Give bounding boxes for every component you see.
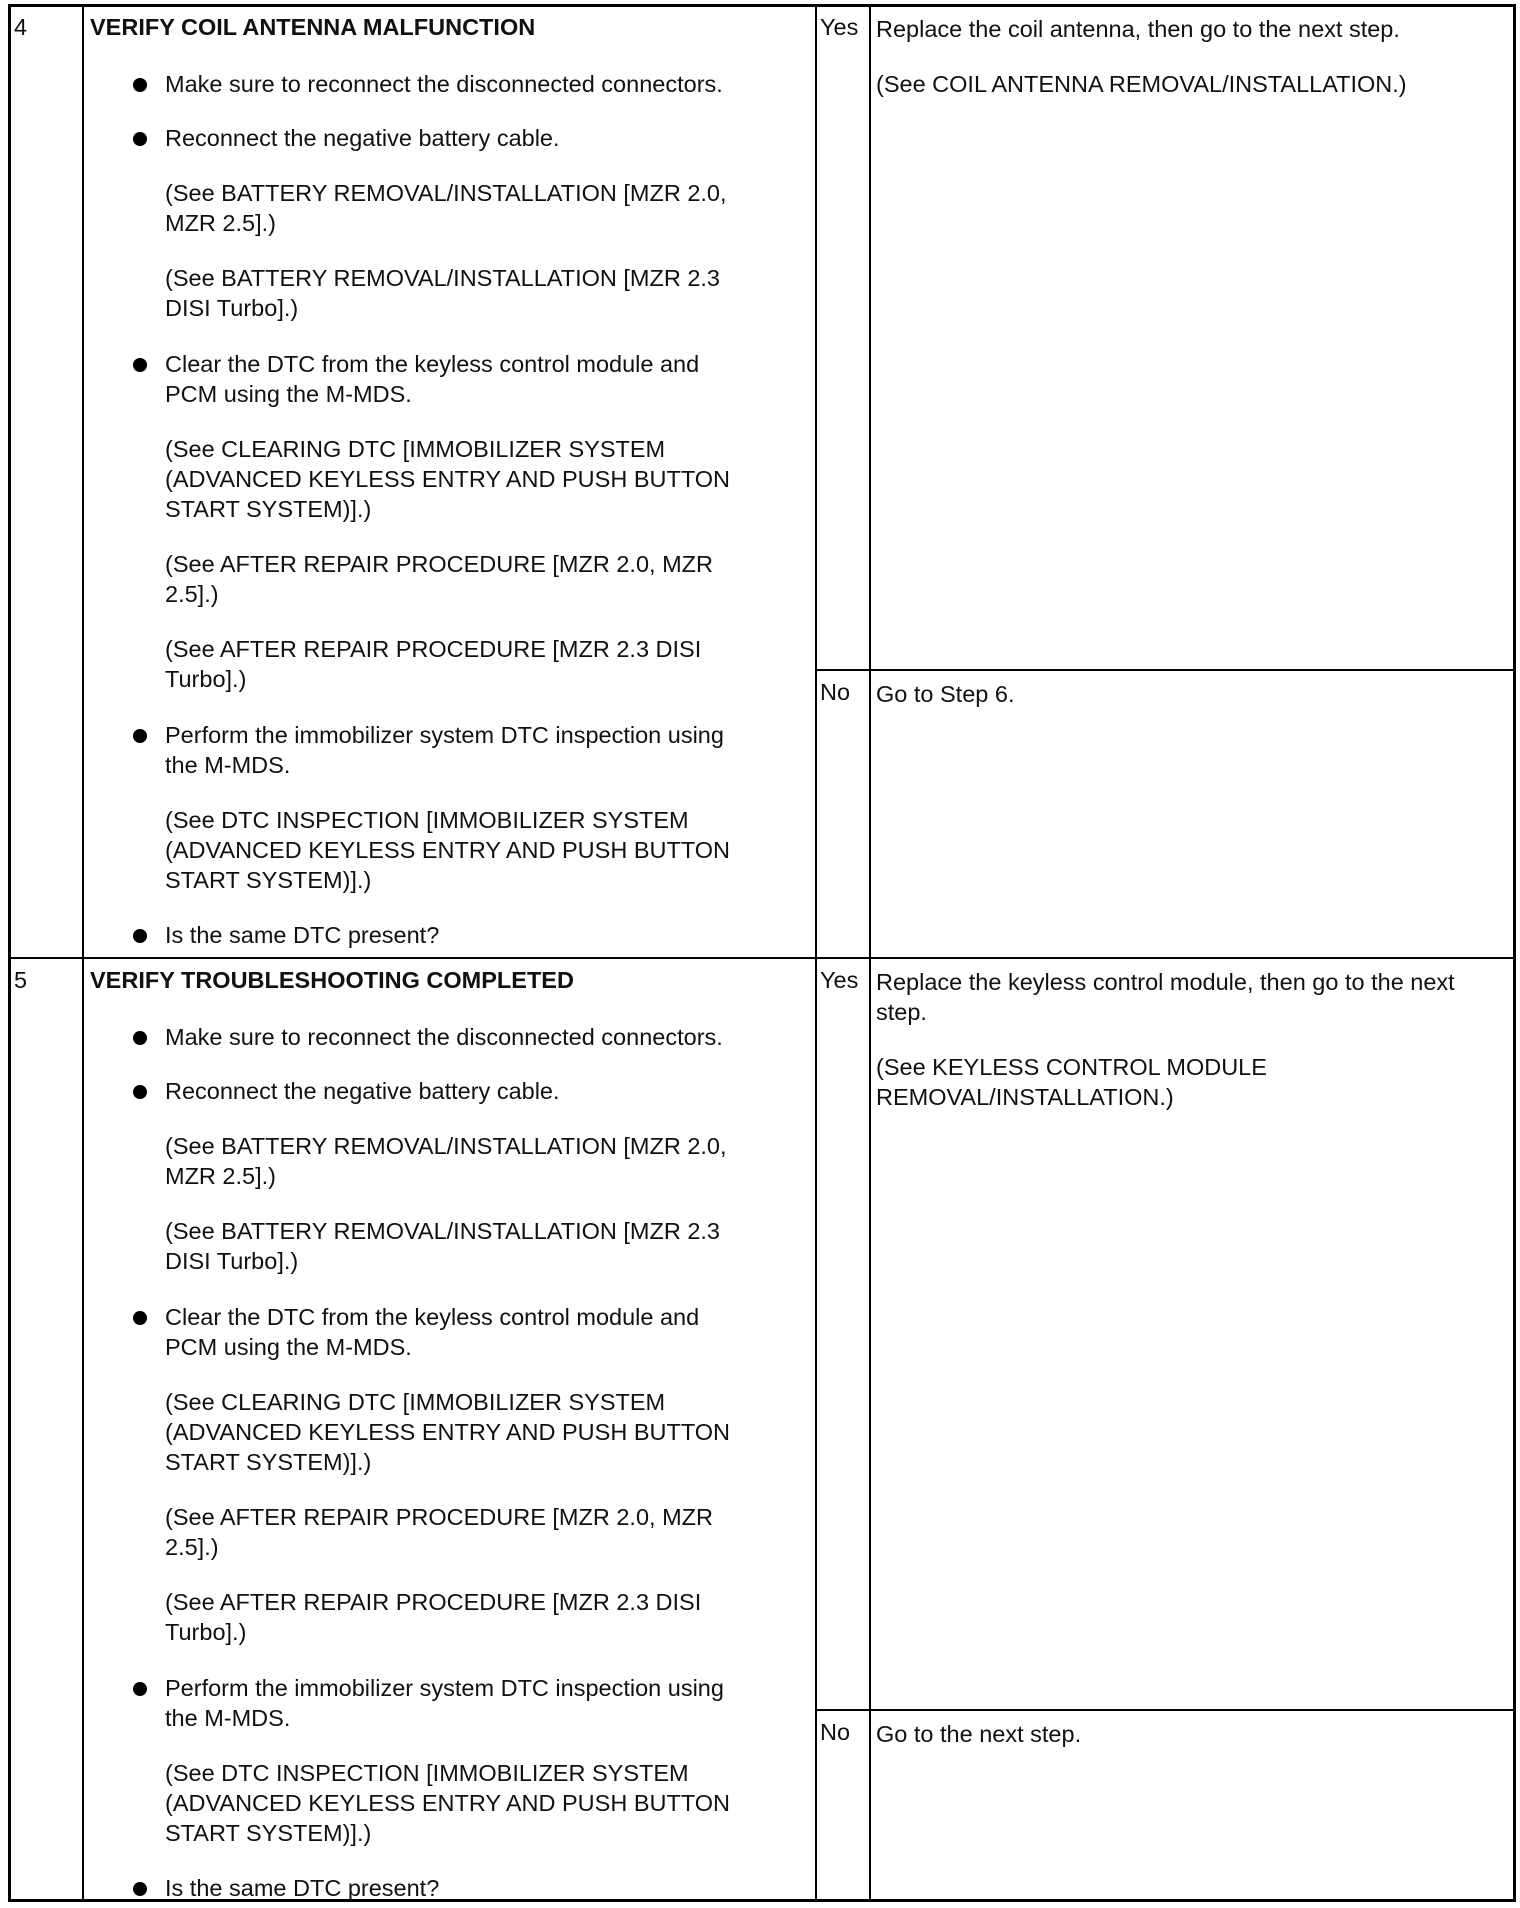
step-item: (See AFTER REPAIR PROCEDURE [MZR 2.0, MZR: [165, 551, 713, 577]
yes-action-ref: REMOVAL/INSTALLATION.): [876, 1084, 1174, 1110]
step-item: Turbo].): [165, 666, 247, 692]
step-item: Clear the DTC from the keyless control module and: [165, 351, 700, 377]
row-divider-step5: [8, 957, 1516, 959]
bullet-icon: [133, 729, 147, 743]
step-item: (See DTC INSPECTION [IMMOBILIZER SYSTEM: [165, 1760, 689, 1786]
step-item: (See DTC INSPECTION [IMMOBILIZER SYSTEM: [165, 807, 689, 833]
step-item: Reconnect the negative battery cable.: [165, 1078, 560, 1104]
step-title: VERIFY TROUBLESHOOTING COMPLETED: [90, 967, 574, 993]
step-item: the M-MDS.: [165, 752, 291, 778]
bullet-icon: [133, 78, 147, 92]
step-item: (See BATTERY REMOVAL/INSTALLATION [MZR 2.3: [165, 1218, 721, 1244]
yes-action-ref: (See KEYLESS CONTROL MODULE: [876, 1054, 1267, 1080]
step-item: (See CLEARING DTC [IMMOBILIZER SYSTEM: [165, 1389, 666, 1415]
step-item: (See CLEARING DTC [IMMOBILIZER SYSTEM: [165, 436, 666, 462]
bullet-icon: [133, 1882, 147, 1896]
bullet-icon: [133, 1682, 147, 1696]
step-item: (See AFTER REPAIR PROCEDURE [MZR 2.3 DISI: [165, 636, 702, 662]
step-item: Is the same DTC present?: [165, 1875, 440, 1901]
step-item: START SYSTEM)].): [165, 1449, 372, 1475]
step-item: Reconnect the negative battery cable.: [165, 125, 560, 151]
step-item: START SYSTEM)].): [165, 867, 372, 893]
bullet-icon: [133, 358, 147, 372]
step-item: Perform the immobilizer system DTC inspection using: [165, 1675, 724, 1701]
yes-action: Replace the keyless control module, then go to the next: [876, 969, 1455, 995]
step-item: DISI Turbo].): [165, 1248, 299, 1274]
yes-action-ref: (See COIL ANTENNA REMOVAL/INSTALLATION.): [876, 71, 1407, 97]
no-action: Go to Step 6.: [876, 681, 1015, 707]
step-item: (ADVANCED KEYLESS ENTRY AND PUSH BUTTON: [165, 1790, 731, 1816]
step-item: Clear the DTC from the keyless control module and: [165, 1304, 700, 1330]
step-title: VERIFY COIL ANTENNA MALFUNCTION: [90, 14, 536, 40]
step-number: 4: [14, 14, 28, 40]
step-item: (See BATTERY REMOVAL/INSTALLATION [MZR 2.0,: [165, 1133, 727, 1159]
no-label: No: [820, 679, 851, 705]
step-item: MZR 2.5].): [165, 1163, 276, 1189]
step-item: (See AFTER REPAIR PROCEDURE [MZR 2.3 DISI: [165, 1589, 702, 1615]
step-item: Make sure to reconnect the disconnected connectors.: [165, 1024, 723, 1050]
column-divider-step: [82, 4, 84, 1902]
step-item: the M-MDS.: [165, 1705, 291, 1731]
no-label: No: [820, 1719, 851, 1745]
step-item: Turbo].): [165, 1619, 247, 1645]
no-action: Go to the next step.: [876, 1721, 1082, 1747]
step-item: (See BATTERY REMOVAL/INSTALLATION [MZR 2.0,: [165, 180, 727, 206]
step-item: PCM using the M-MDS.: [165, 1334, 412, 1360]
step-item: MZR 2.5].): [165, 210, 276, 236]
step-item: 2.5].): [165, 1534, 219, 1560]
step-number: 5: [14, 967, 28, 993]
step-item: (ADVANCED KEYLESS ENTRY AND PUSH BUTTON: [165, 837, 731, 863]
row-divider-step4-yes-no: [815, 669, 1516, 671]
yes-label: Yes: [820, 967, 859, 993]
column-divider-action: [869, 4, 871, 1902]
step-item: (See BATTERY REMOVAL/INSTALLATION [MZR 2.3: [165, 265, 721, 291]
step-item: DISI Turbo].): [165, 295, 299, 321]
step-item: Make sure to reconnect the disconnected connectors.: [165, 71, 723, 97]
yes-action: step.: [876, 999, 927, 1025]
step-item: PCM using the M-MDS.: [165, 381, 412, 407]
step-item: START SYSTEM)].): [165, 1820, 372, 1846]
row-divider-step5-yes-no: [815, 1709, 1516, 1711]
step-item: (See AFTER REPAIR PROCEDURE [MZR 2.0, MZR: [165, 1504, 713, 1530]
step-item: Is the same DTC present?: [165, 922, 440, 948]
bullet-icon: [133, 1085, 147, 1099]
step-item: Perform the immobilizer system DTC inspection using: [165, 722, 724, 748]
yes-action: Replace the coil antenna, then go to the next step.: [876, 16, 1400, 42]
step-item: 2.5].): [165, 581, 219, 607]
bullet-icon: [133, 1031, 147, 1045]
step-item: (ADVANCED KEYLESS ENTRY AND PUSH BUTTON: [165, 466, 731, 492]
bullet-icon: [133, 929, 147, 943]
column-divider-yesno: [815, 4, 817, 1902]
yes-label: Yes: [820, 14, 859, 40]
bullet-icon: [133, 1311, 147, 1325]
step-item: (ADVANCED KEYLESS ENTRY AND PUSH BUTTON: [165, 1419, 731, 1445]
step-item: START SYSTEM)].): [165, 496, 372, 522]
bullet-icon: [133, 132, 147, 146]
